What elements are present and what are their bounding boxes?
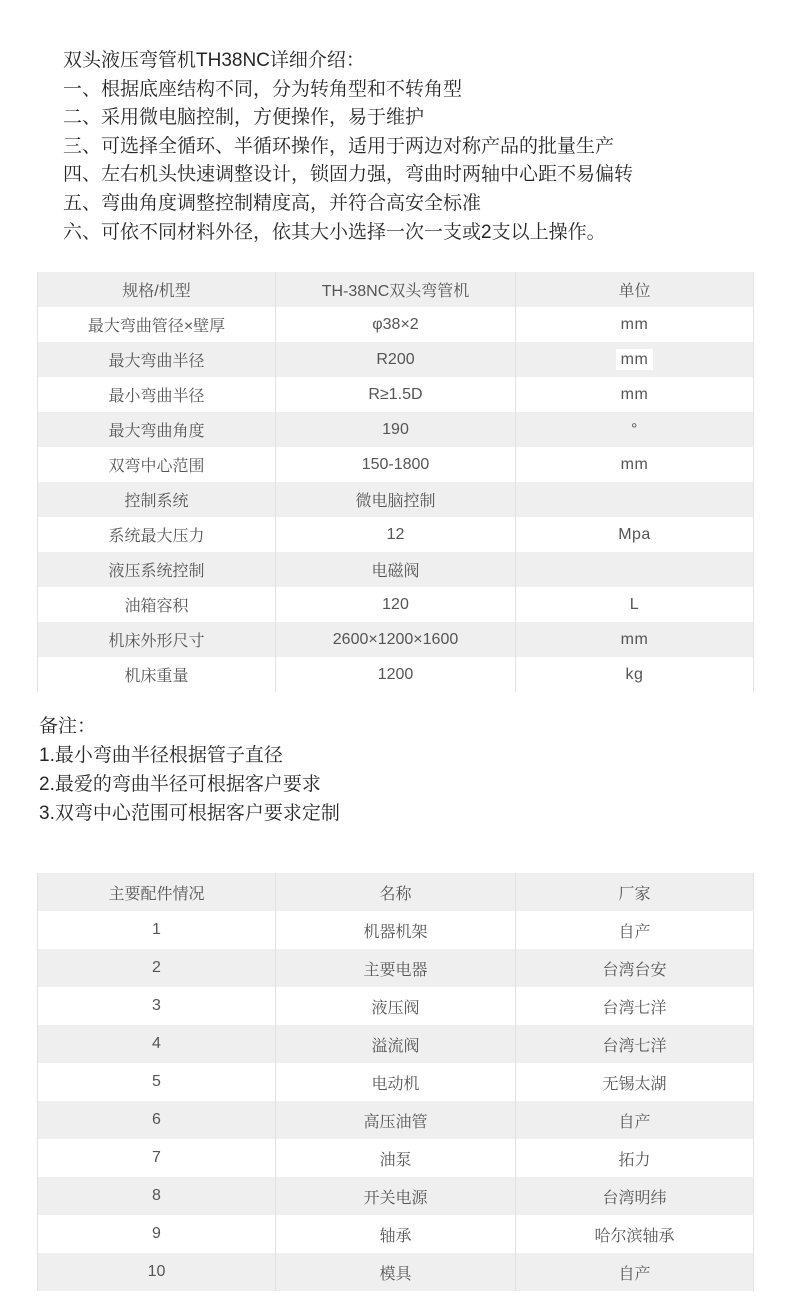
spec-header-unit: 单位 <box>516 272 754 307</box>
parts-no-cell: 4 <box>38 1025 276 1063</box>
parts-name-cell: 电动机 <box>276 1063 516 1101</box>
parts-header-row <box>38 873 754 911</box>
spec-value-cell: 12 <box>276 517 516 552</box>
spec-header-value: TH-38NC双头弯管机 <box>276 272 516 307</box>
spec-unit-text: mm <box>620 315 649 333</box>
parts-name-cell: 模具 <box>276 1253 516 1291</box>
spec-row <box>38 482 754 517</box>
intro-section <box>63 47 633 247</box>
parts-name-cell: 轴承 <box>276 1215 516 1253</box>
parts-name-cell: 机器机架 <box>276 911 516 949</box>
parts-row <box>38 911 754 949</box>
spec-table <box>37 272 754 692</box>
parts-maker-cell: 无锡太湖 <box>516 1063 754 1101</box>
spec-label-cell: 最小弯曲半径 <box>38 377 276 412</box>
intro-item: 四、左右机头快速调整设计，锁固力强，弯曲时两轴中心距不易偏转 <box>63 164 634 186</box>
spec-label-cell: 最大弯曲管径×壁厚 <box>38 307 276 342</box>
spec-unit-text: mm <box>620 630 649 648</box>
parts-no-cell: 6 <box>38 1101 276 1139</box>
spec-value-cell: 1200 <box>276 657 516 692</box>
parts-name-cell: 油泵 <box>276 1139 516 1177</box>
spec-unit-text: kg <box>625 665 644 683</box>
spec-value-cell: 190 <box>276 412 516 447</box>
spec-unit-cell <box>516 517 754 552</box>
parts-name-cell: 开关电源 <box>276 1177 516 1215</box>
spec-value-cell: 150-1800 <box>276 447 516 482</box>
spec-table-body <box>38 307 754 692</box>
intro-item: 六、可依不同材料外径，依其大小选择一次一支或2支以上操作。 <box>63 221 606 243</box>
parts-maker-cell: 自产 <box>516 1253 754 1291</box>
parts-no-cell: 3 <box>38 987 276 1025</box>
parts-maker-cell: 哈尔滨轴承 <box>516 1215 754 1253</box>
parts-header-index: 主要配件情况 <box>38 873 276 911</box>
parts-row <box>38 1101 754 1139</box>
parts-row <box>38 1063 754 1101</box>
parts-maker-cell: 台湾七洋 <box>516 987 754 1025</box>
parts-no-cell: 10 <box>38 1253 276 1291</box>
spec-header-model: 规格/机型 <box>38 272 276 307</box>
notes-item: 3.双弯中心范围可根据客户要求定制 <box>39 803 340 824</box>
spec-unit-cell <box>516 307 754 342</box>
parts-header-name: 名称 <box>276 873 516 911</box>
parts-row <box>38 1253 754 1291</box>
spec-unit-text: mm <box>620 455 649 473</box>
parts-no-cell: 7 <box>38 1139 276 1177</box>
parts-table-body <box>38 911 754 1291</box>
parts-table <box>37 873 754 1291</box>
spec-label-cell: 控制系统 <box>38 482 276 517</box>
spec-value-cell: 微电脑控制 <box>276 482 516 517</box>
notes-item: 1.最小弯曲半径根据管子直径 <box>39 745 283 766</box>
parts-name-cell: 溢流阀 <box>276 1025 516 1063</box>
parts-name-cell: 主要电器 <box>276 949 516 987</box>
parts-header-maker: 厂家 <box>516 873 754 911</box>
parts-row <box>38 1177 754 1215</box>
spec-label-cell: 机床重量 <box>38 657 276 692</box>
notes-item: 2.最爱的弯曲半径可根据客户要求 <box>39 774 321 795</box>
spec-value-cell: 120 <box>276 587 516 622</box>
spec-unit-cell <box>516 622 754 657</box>
parts-no-cell: 5 <box>38 1063 276 1101</box>
spec-label-cell: 最大弯曲半径 <box>38 342 276 377</box>
parts-maker-cell: 自产 <box>516 1101 754 1139</box>
spec-row <box>38 587 754 622</box>
spec-row <box>38 412 754 447</box>
intro-item: 三、可选择全循环、半循环操作，适用于两边对称产品的批量生产 <box>63 135 615 157</box>
parts-no-cell: 1 <box>38 911 276 949</box>
spec-unit-cell <box>516 587 754 622</box>
intro-title: 双头液压弯管机TH38NC详细介绍： <box>63 50 365 71</box>
spec-row <box>38 552 754 587</box>
spec-unit-cell <box>516 412 754 447</box>
spec-label-cell: 双弯中心范围 <box>38 447 276 482</box>
spec-value-cell: R200 <box>276 342 516 377</box>
spec-label-cell: 油箱容积 <box>38 587 276 622</box>
parts-row <box>38 949 754 987</box>
spec-header-row <box>38 272 754 307</box>
parts-name-cell: 高压油管 <box>276 1101 516 1139</box>
spec-label-cell: 液压系统控制 <box>38 552 276 587</box>
spec-label-cell: 系统最大压力 <box>38 517 276 552</box>
spec-label-cell: 机床外形尺寸 <box>38 622 276 657</box>
spec-unit-text: mm <box>616 349 654 370</box>
spec-unit-text: Mpa <box>618 525 651 543</box>
parts-maker-cell: 台湾台安 <box>516 949 754 987</box>
notes-title: 备注： <box>39 716 97 737</box>
spec-unit-text: ° <box>631 420 638 438</box>
spec-label-cell: 最大弯曲角度 <box>38 412 276 447</box>
intro-list <box>63 76 633 248</box>
parts-maker-cell: 自产 <box>516 911 754 949</box>
spec-row <box>38 622 754 657</box>
spec-row <box>38 447 754 482</box>
intro-item: 一、根据底座结构不同，分为转角型和不转角型 <box>63 78 463 100</box>
spec-row <box>38 517 754 552</box>
intro-item: 五、弯曲角度调整控制精度高，并符合高安全标准 <box>63 192 482 214</box>
parts-maker-cell: 台湾七洋 <box>516 1025 754 1063</box>
notes-section <box>39 712 340 828</box>
spec-value-cell: 2600×1200×1600 <box>276 622 516 657</box>
spec-row <box>38 307 754 342</box>
parts-maker-cell: 台湾明纬 <box>516 1177 754 1215</box>
spec-value-cell: φ38×2 <box>276 307 516 342</box>
spec-unit-cell <box>516 552 754 587</box>
spec-unit-cell <box>516 447 754 482</box>
spec-unit-cell <box>516 377 754 412</box>
parts-no-cell: 8 <box>38 1177 276 1215</box>
parts-row <box>38 1025 754 1063</box>
parts-no-cell: 9 <box>38 1215 276 1253</box>
spec-row <box>38 377 754 412</box>
spec-value-cell: R≥1.5D <box>276 377 516 412</box>
parts-no-cell: 2 <box>38 949 276 987</box>
parts-row <box>38 987 754 1025</box>
parts-row <box>38 1139 754 1177</box>
spec-unit-cell <box>516 657 754 692</box>
spec-row <box>38 657 754 692</box>
spec-unit-cell <box>516 342 754 377</box>
spec-unit-text: mm <box>620 385 649 403</box>
spec-row <box>38 342 754 377</box>
notes-list <box>39 741 340 828</box>
spec-unit-text: L <box>629 595 640 613</box>
spec-unit-cell <box>516 482 754 517</box>
parts-name-cell: 液压阀 <box>276 987 516 1025</box>
parts-row <box>38 1215 754 1253</box>
spec-value-cell: 电磁阀 <box>276 552 516 587</box>
intro-item: 二、采用微电脑控制，方便操作，易于维护 <box>63 107 425 129</box>
parts-maker-cell: 拓力 <box>516 1139 754 1177</box>
